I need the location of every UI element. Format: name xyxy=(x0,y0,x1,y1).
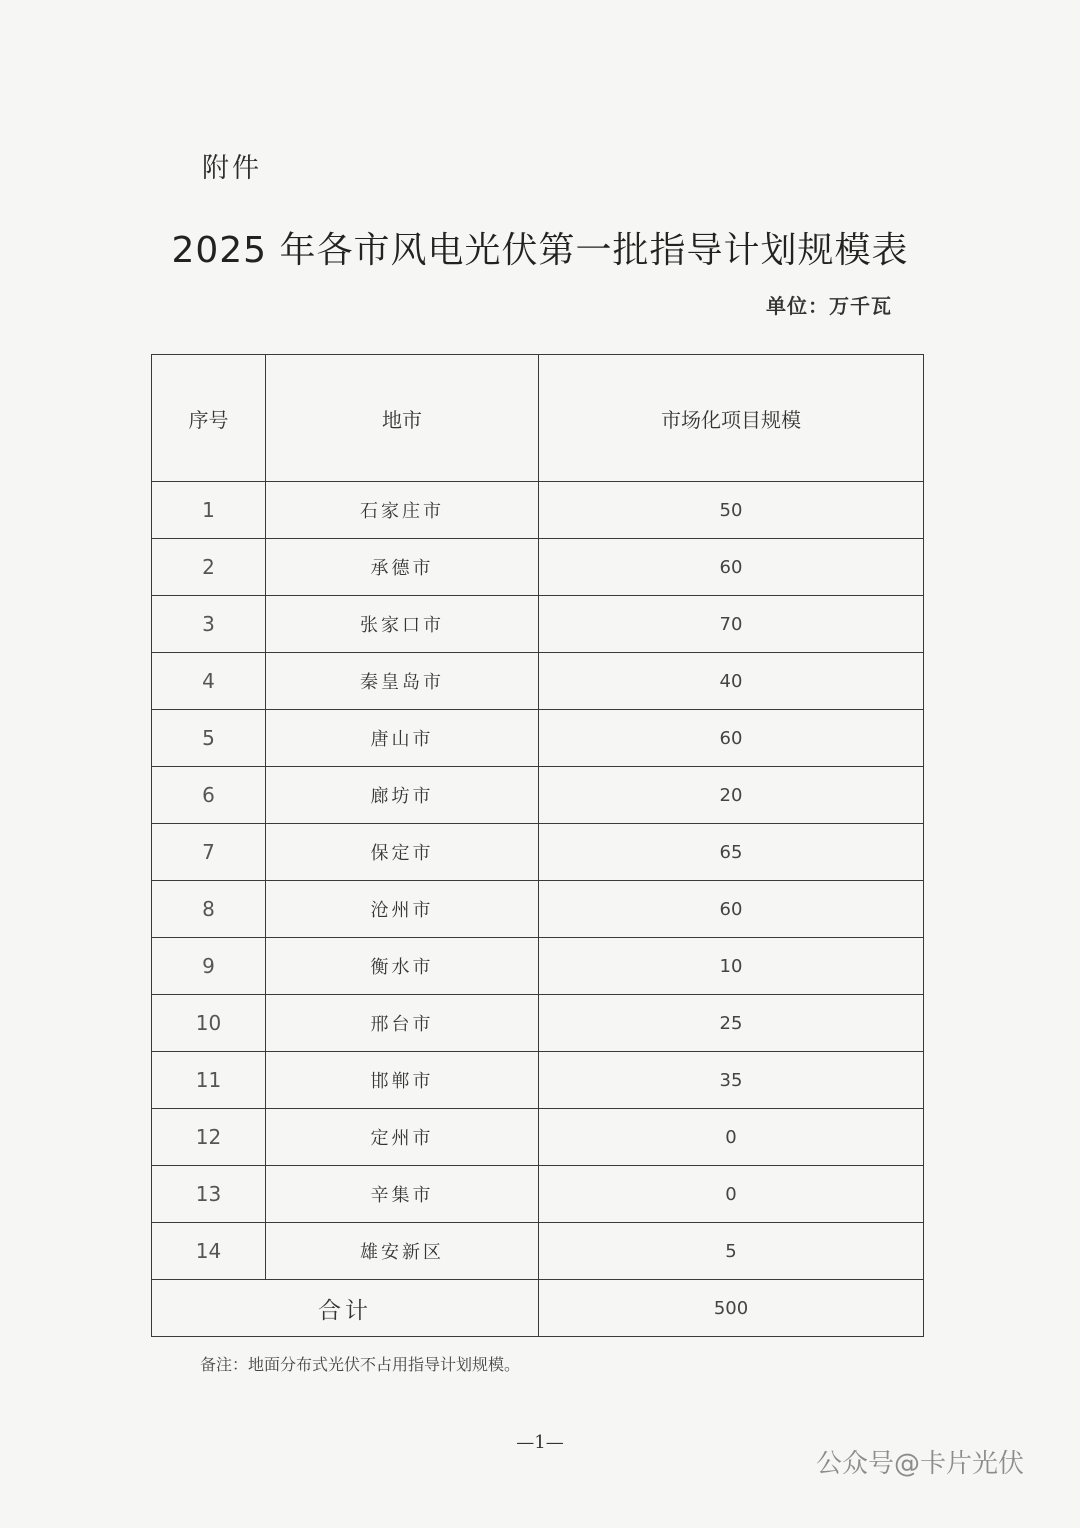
table-row xyxy=(152,1223,924,1280)
table-row xyxy=(152,482,924,539)
total-row xyxy=(152,1280,924,1337)
row-index: 8 xyxy=(152,881,266,938)
row-scale: 25 xyxy=(539,995,924,1052)
row-city: 承德市 xyxy=(266,539,539,596)
row-scale: 60 xyxy=(539,710,924,767)
row-city: 廊坊市 xyxy=(266,767,539,824)
row-city: 邢台市 xyxy=(266,995,539,1052)
row-scale: 20 xyxy=(539,767,924,824)
row-index: 13 xyxy=(152,1166,266,1223)
table-header-row xyxy=(152,355,924,482)
scale-table xyxy=(151,354,924,1337)
row-index: 14 xyxy=(152,1223,266,1280)
table-row xyxy=(152,653,924,710)
table-row xyxy=(152,1109,924,1166)
row-scale: 65 xyxy=(539,824,924,881)
table-row xyxy=(152,539,924,596)
row-scale: 10 xyxy=(539,938,924,995)
row-scale: 0 xyxy=(539,1109,924,1166)
row-index: 11 xyxy=(152,1052,266,1109)
table-row xyxy=(152,1166,924,1223)
footnote: 备注：地面分布式光伏不占用指导计划规模。 xyxy=(200,1355,521,1374)
page-number: —1— xyxy=(516,1432,564,1453)
row-index: 12 xyxy=(152,1109,266,1166)
table-row xyxy=(152,938,924,995)
row-city: 唐山市 xyxy=(266,710,539,767)
row-city: 石家庄市 xyxy=(266,482,539,539)
row-index: 7 xyxy=(152,824,266,881)
row-city: 定州市 xyxy=(266,1109,539,1166)
row-city: 张家口市 xyxy=(266,596,539,653)
row-index: 5 xyxy=(152,710,266,767)
table-row xyxy=(152,1052,924,1109)
row-index: 10 xyxy=(152,995,266,1052)
row-scale: 60 xyxy=(539,539,924,596)
table-row xyxy=(152,881,924,938)
row-city: 衡水市 xyxy=(266,938,539,995)
total-value: 500 xyxy=(539,1280,924,1337)
row-index: 4 xyxy=(152,653,266,710)
row-city: 辛集市 xyxy=(266,1166,539,1223)
row-scale: 70 xyxy=(539,596,924,653)
row-scale: 5 xyxy=(539,1223,924,1280)
row-index: 1 xyxy=(152,482,266,539)
row-city: 沧州市 xyxy=(266,881,539,938)
document-title: 2025 年各市风电光伏第一批指导计划规模表 xyxy=(171,230,909,271)
row-scale: 35 xyxy=(539,1052,924,1109)
row-city: 秦皇岛市 xyxy=(266,653,539,710)
table-row xyxy=(152,710,924,767)
table-row xyxy=(152,767,924,824)
row-index: 9 xyxy=(152,938,266,995)
header-scale: 市场化项目规模 xyxy=(539,355,924,482)
row-city: 邯郸市 xyxy=(266,1052,539,1109)
header-city: 地市 xyxy=(266,355,539,482)
row-scale: 50 xyxy=(539,482,924,539)
table-row xyxy=(152,824,924,881)
watermark: 公众号@卡片光伏 xyxy=(815,1449,1024,1479)
row-scale: 0 xyxy=(539,1166,924,1223)
table-row xyxy=(152,596,924,653)
row-scale: 60 xyxy=(539,881,924,938)
row-index: 6 xyxy=(152,767,266,824)
total-label: 合计 xyxy=(152,1280,539,1337)
row-index: 2 xyxy=(152,539,266,596)
row-city: 保定市 xyxy=(266,824,539,881)
header-index: 序号 xyxy=(152,355,266,482)
unit-label: 单位：万千瓦 xyxy=(766,294,892,318)
row-scale: 40 xyxy=(539,653,924,710)
row-index: 3 xyxy=(152,596,266,653)
table-row xyxy=(152,995,924,1052)
attachment-label: 附件 xyxy=(202,153,262,184)
row-city: 雄安新区 xyxy=(266,1223,539,1280)
